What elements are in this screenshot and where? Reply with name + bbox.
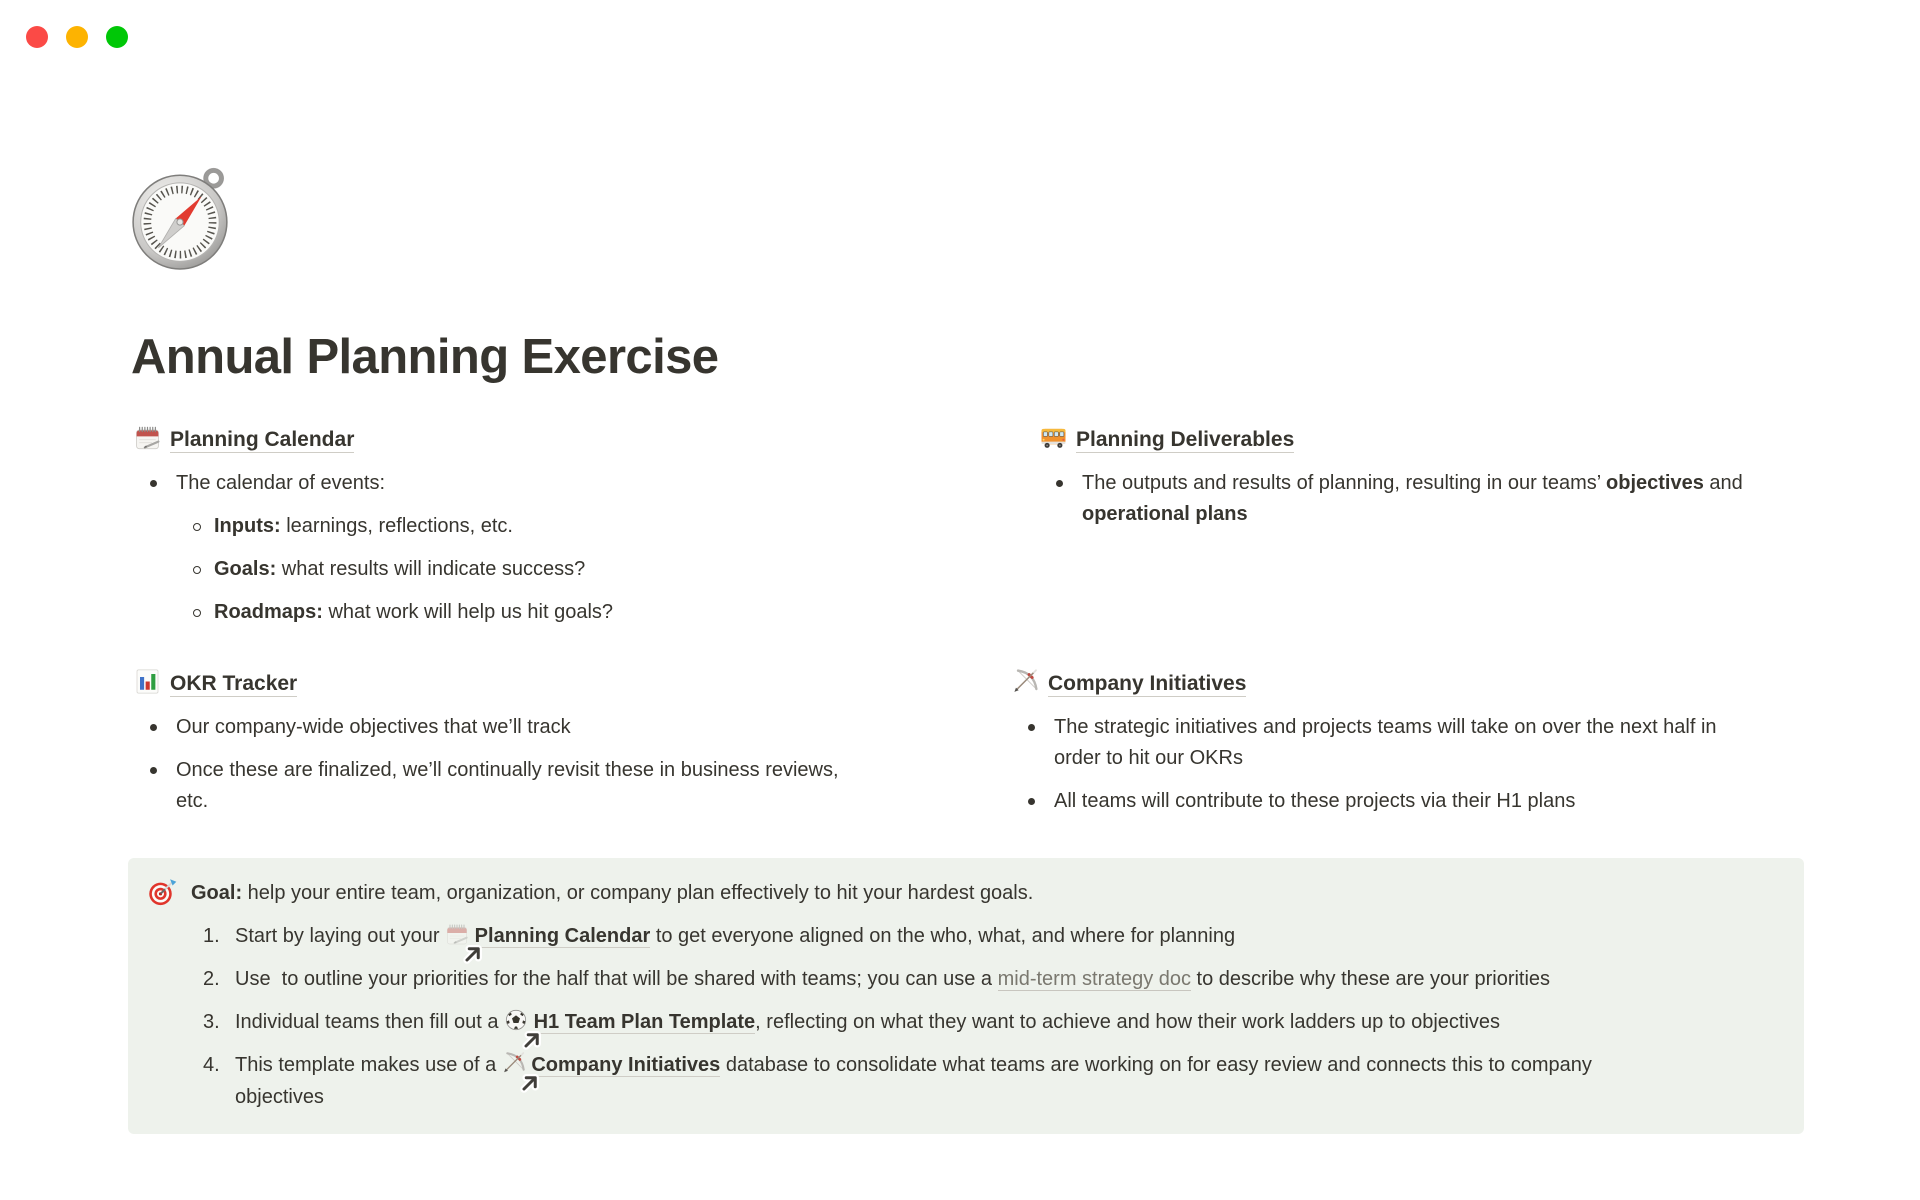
bar-chart-icon [134, 668, 161, 700]
numbered-list-item [191, 1043, 1780, 1118]
window-controls [26, 26, 128, 48]
spiral-calendar-icon [445, 920, 469, 952]
bullet-list [134, 706, 934, 823]
bold-text: Inputs: [214, 515, 281, 537]
text: database to consolidate what teams are working on for easy review and connects this to company [720, 1053, 1592, 1076]
text: order to hit our OKRs [1054, 747, 1243, 769]
minimize-button[interactable] [66, 26, 88, 48]
numbered-list [191, 914, 1780, 1118]
bold-text: objectives [1606, 472, 1704, 494]
text: Once these are finalized, we’ll continually revisit these in business reviews, [176, 759, 839, 781]
bow-arrow-icon [1012, 668, 1039, 700]
bow-arrow-icon [502, 1049, 526, 1081]
text: what work will help us hit goals? [322, 601, 614, 623]
list-item [134, 505, 924, 548]
bullet-marker [150, 767, 157, 774]
bullet-marker [193, 566, 201, 574]
text: This template makes use of a [235, 1053, 502, 1076]
ne-arrow-icon [520, 1028, 533, 1041]
zoom-button[interactable] [106, 26, 128, 48]
target-dart-icon [148, 872, 178, 1118]
text: objectives [235, 1085, 324, 1108]
bullet-marker [1056, 480, 1063, 487]
text: The outputs and results of planning, resulting in our teams’ [1082, 472, 1607, 494]
ne-arrow-icon [518, 1071, 531, 1084]
section-planning-deliverables [1040, 424, 1830, 536]
list-item [134, 706, 934, 749]
close-button[interactable] [26, 26, 48, 48]
text: help your entire team, organization, or company plan effectively to hit your hardest goals. [242, 882, 1034, 904]
numbered-list-item [191, 914, 1780, 957]
okr-tracker-page-link[interactable]: OKR Tracker [170, 672, 298, 695]
text: and [1703, 472, 1743, 494]
list-number: 2. [203, 967, 220, 990]
text: learnings, reflections, etc. [280, 515, 513, 537]
bullet-marker [1028, 724, 1035, 731]
bus-icon [1040, 424, 1067, 456]
bullet-list [1012, 706, 1832, 823]
spiral-calendar-icon [134, 424, 161, 456]
compass-page-icon[interactable] [128, 164, 234, 270]
list-item [1012, 780, 1832, 823]
list-number: 1. [203, 924, 220, 947]
page-link-heading[interactable] [1040, 424, 1830, 456]
text: Our company-wide objectives that we’ll track [176, 716, 571, 738]
numbered-list-item [191, 957, 1780, 1000]
page-link-heading[interactable] [134, 424, 924, 456]
bullet-marker [150, 724, 157, 731]
text: Start by laying out your [235, 924, 446, 947]
numbered-list-item [191, 1000, 1780, 1043]
bullet-marker [150, 480, 157, 487]
callout-goal-text [191, 872, 1780, 914]
text: All teams will contribute to these projects via their H1 plans [1054, 790, 1576, 812]
bold-text: Roadmaps: [214, 601, 323, 623]
planning-calendar-page-link[interactable]: Planning Calendar [170, 428, 355, 451]
text: to get everyone aligned on the who, what, and where for planning [650, 924, 1236, 947]
text: The strategic initiatives and projects teams will take on over the next half in [1054, 716, 1717, 738]
section-planning-calendar [134, 424, 924, 634]
text: what results will indicate success? [276, 558, 586, 580]
list-number: 4. [203, 1053, 220, 1076]
bullet-marker [193, 523, 201, 531]
list-item [134, 548, 924, 591]
company-initiatives-page-link[interactable]: Company Initiatives [1048, 672, 1247, 695]
company-initiatives-link[interactable]: Company Initiatives [531, 1053, 721, 1076]
text: The calendar of events: [176, 472, 386, 494]
bold-text: operational plans [1082, 503, 1248, 525]
list-item [134, 591, 924, 634]
bullet-marker [193, 609, 201, 617]
planning-calendar-link[interactable]: Planning Calendar [474, 924, 651, 947]
page-link-heading[interactable] [134, 668, 934, 700]
page-link-heading[interactable] [1012, 668, 1832, 700]
bold-text: Goal: [191, 882, 243, 904]
planning-deliverables-page-link[interactable]: Planning Deliverables [1076, 428, 1295, 451]
soccer-ball-icon [504, 1006, 528, 1038]
text: to describe why these are your priorities [1191, 967, 1551, 990]
list-item [1012, 706, 1832, 780]
bullet-marker [1028, 798, 1035, 805]
mid-term-strategy-doc-link[interactable]: mid-term strategy doc [997, 967, 1191, 990]
bullet-list [134, 462, 924, 634]
list-item [134, 749, 934, 823]
h1-team-plan-template-link[interactable]: H1 Team Plan Template [533, 1010, 756, 1033]
text: Individual teams then fill out a [235, 1010, 505, 1033]
section-okr-tracker [134, 668, 934, 823]
goal-callout [128, 858, 1804, 1134]
page-title[interactable]: Annual Planning Exercise [131, 330, 719, 384]
bold-text: Goals: [214, 558, 277, 580]
ne-arrow-icon [461, 942, 474, 955]
text: etc. [176, 790, 209, 812]
text: , reflecting on what they want to achieve and how their work ladders up to objectives [755, 1010, 1501, 1033]
section-company-initiatives [1012, 668, 1832, 823]
list-item [134, 462, 924, 505]
text: Use to outline your priorities for the half that will be shared with teams; you can use a [235, 967, 998, 990]
list-item [1040, 462, 1830, 536]
callout-body [191, 872, 1780, 1118]
bullet-list [1040, 462, 1830, 536]
list-number: 3. [203, 1010, 220, 1033]
